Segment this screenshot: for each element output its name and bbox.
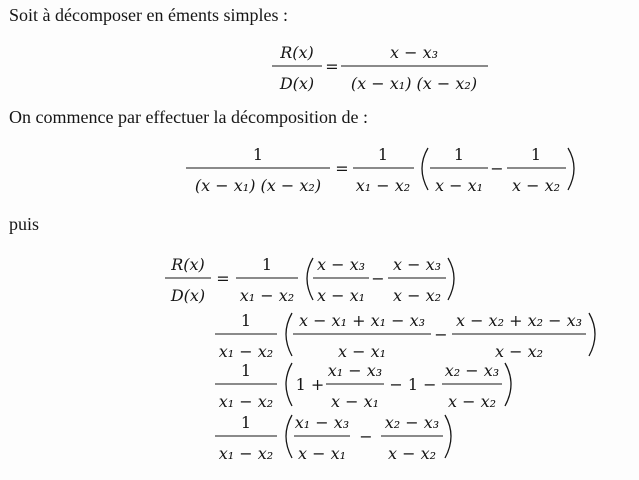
eq1-equals: = <box>325 57 339 76</box>
eq3-l2-term2-denominator: x − x₂ <box>494 342 544 361</box>
eq3-l3-right-paren <box>505 363 511 406</box>
eq3-line-1 <box>236 255 454 305</box>
eq3-l3-left-paren <box>286 363 292 406</box>
eq3-l4-right-paren <box>445 415 451 458</box>
puis-text: puis <box>9 214 40 234</box>
eq3-l4-term1-denominator: x − x₁ <box>297 444 347 463</box>
eq1-rhs-numerator: x − x₃ <box>389 43 439 62</box>
eq3-l3-term2-numerator: x₂ − x₃ <box>444 361 500 380</box>
eq3-l1-left-paren <box>307 258 313 300</box>
eq2-minus: − <box>490 159 504 178</box>
eq3-l3-term1-denominator: x − x₁ <box>330 392 380 411</box>
eq3-l2-factor-numerator: 1 <box>240 311 252 330</box>
eq3-l2-left-paren <box>286 313 292 356</box>
eq3-l4-minus: − <box>359 427 373 446</box>
eq3-line-2 <box>215 311 595 361</box>
eq3-l2-term1-denominator: x − x₁ <box>337 342 387 361</box>
eq2-factor-denominator: x₁ − x₂ <box>355 176 411 195</box>
eq3-lhs-denominator: D(x) <box>170 286 206 305</box>
eq1-lhs-denominator: D(x) <box>279 74 315 93</box>
eq2-lhs-numerator: 1 <box>252 145 264 164</box>
eq3-l1-term1-denominator: x − x₁ <box>316 286 366 305</box>
eq2-term2-numerator: 1 <box>530 145 542 164</box>
eq3-l3-one-plus: 1 + <box>295 375 325 394</box>
eq2-equals: = <box>335 159 349 178</box>
eq3-equals: = <box>216 269 230 288</box>
eq3-l2-minus: − <box>434 325 448 344</box>
eq3-l1-term2-numerator: x − x₃ <box>392 255 442 274</box>
eq2-lhs-denominator: (x − x₁) (x − x₂) <box>194 176 322 195</box>
eq3-l4-left-paren <box>286 415 292 458</box>
eq3-l1-factor-numerator: 1 <box>261 255 273 274</box>
eq3-l3-minus-one-minus: − 1 − <box>389 375 437 394</box>
eq2-factor-numerator: 1 <box>377 145 389 164</box>
eq3-l3-factor-denominator: x₁ − x₂ <box>218 392 274 411</box>
eq2-term1-denominator: x − x₁ <box>434 176 484 195</box>
eq3-l1-term1-numerator: x − x₃ <box>316 255 366 274</box>
eq1-lhs-numerator: R(x) <box>280 43 314 62</box>
eq1-rhs-denominator: (x − x₁) (x − x₂) <box>350 74 478 93</box>
eq2-term2-denominator: x − x₂ <box>511 176 561 195</box>
eq3-l4-term1-numerator: x₁ − x₃ <box>294 413 350 432</box>
eq3-l1-factor-denominator: x₁ − x₂ <box>239 286 295 305</box>
eq3-l4-term2-denominator: x − x₂ <box>387 444 437 463</box>
eq3-lhs-numerator: R(x) <box>171 255 205 274</box>
eq3-l3-factor-numerator: 1 <box>240 361 252 380</box>
eq3-l2-right-paren <box>589 313 595 356</box>
eq3-l1-right-paren <box>448 258 454 300</box>
eq3-l3-term2-denominator: x − x₂ <box>447 392 497 411</box>
eq3-l1-term2-denominator: x − x₂ <box>392 286 442 305</box>
eq3-l3-term1-numerator: x₁ − x₃ <box>327 361 383 380</box>
eq3-l1-minus: − <box>371 269 385 288</box>
eq3-line-3 <box>215 361 511 411</box>
eq3-l4-factor-denominator: x₁ − x₂ <box>218 444 274 463</box>
eq3-l2-factor-denominator: x₁ − x₂ <box>218 342 274 361</box>
eq3-l2-term1-numerator: x − x₁ + x₁ − x₃ <box>298 311 426 330</box>
eq3-line-4 <box>215 413 451 463</box>
commence-text: On commence par effectuer la décomposition de : <box>9 107 369 127</box>
eq3-l4-term2-numerator: x₂ − x₃ <box>384 413 440 432</box>
intro-text: Soit à décomposer en éments simples : <box>9 5 288 25</box>
eq3-l4-factor-numerator: 1 <box>240 413 252 432</box>
eq2-term1-numerator: 1 <box>453 145 465 164</box>
eq3-l2-term2-numerator: x − x₂ + x₂ − x₃ <box>455 311 583 330</box>
